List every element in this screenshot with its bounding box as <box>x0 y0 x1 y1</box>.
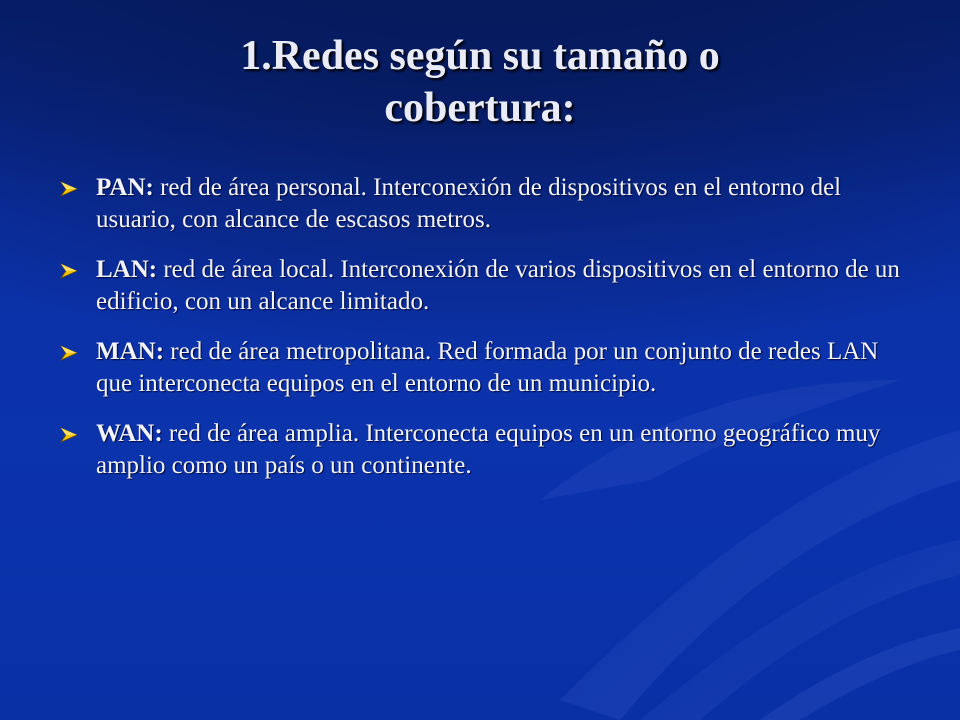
bullet-item-pan <box>60 172 910 236</box>
arrow-bullet-icon <box>60 263 78 279</box>
bullet-term: PAN: <box>96 174 154 201</box>
title-line-1: 1.Redes según su tamaño o <box>240 33 720 79</box>
bullet-item-wan <box>60 418 910 482</box>
bullet-list <box>60 172 910 500</box>
bullet-term: LAN: <box>96 256 158 283</box>
bullet-text: red de área metropolitana. Red formada por un conjunto de redes LAN que interconecta equipos en el entorno de un municipio. <box>96 338 879 397</box>
bullet-item-man <box>60 336 910 400</box>
arrow-bullet-icon <box>60 427 78 443</box>
slide-title <box>60 30 900 134</box>
bullet-text: red de área personal. Interconexión de dispositivos en el entorno del usuario, con alcance de escasos metros. <box>96 174 842 233</box>
arrow-bullet-icon <box>60 181 78 197</box>
arrow-bullet-icon <box>60 345 78 361</box>
bullet-text: red de área local. Interconexión de varios dispositivos en el entorno de un edificio, con un alcance limitado. <box>96 256 900 315</box>
title-line-2: cobertura: <box>384 85 576 131</box>
bullet-term: WAN: <box>96 420 163 447</box>
bullet-text: red de área amplia. Interconecta equipos en un entorno geográfico muy amplio como un país o un continente. <box>96 420 881 479</box>
bullet-item-lan <box>60 254 910 318</box>
bullet-term: MAN: <box>96 338 165 365</box>
